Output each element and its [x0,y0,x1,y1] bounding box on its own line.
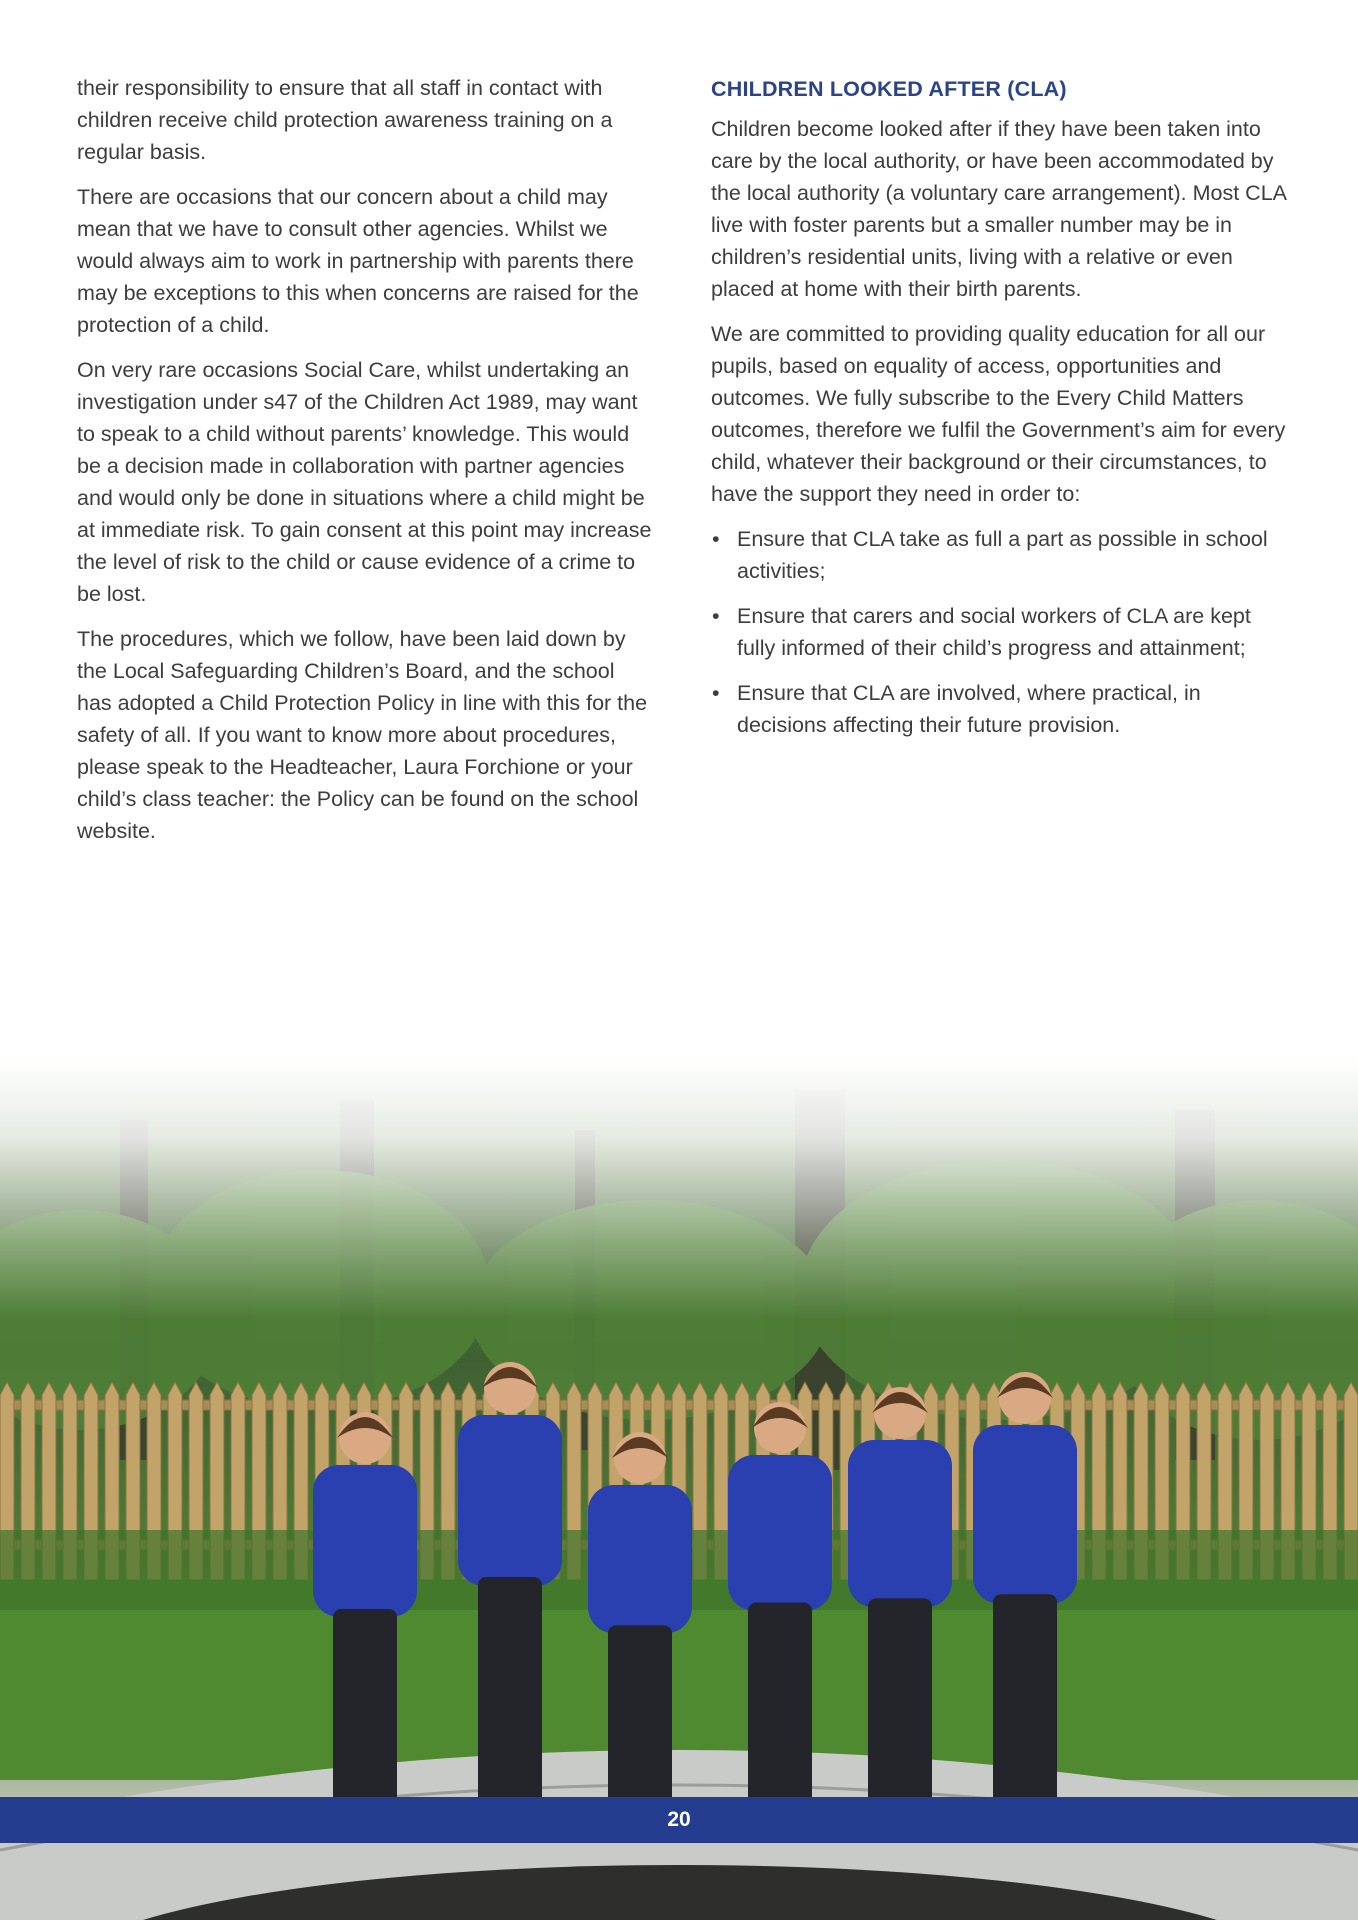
pupils-photo [0,1060,1358,1920]
bullet-list [711,523,1291,741]
paragraph-other-agencies: There are occasions that our concern about a child may mean that we have to consult other agencies. Whilst we would always aim to work in partnership with parents there may be exceptions to this when concerns are raised for the protection of a child. [77,185,639,337]
list-item: • Ensure that CLA take as full a part as possible in school activities; [711,523,1291,587]
paragraph-social-care: On very rare occasions Social Care, whilst undertaking an investigation under s47 of the Children Act 1989, may want to speak to a child without parents’ knowledge. This would be a decision made in collaboration with partner agencies and would only be done in situations where a child might be at immediate risk. To gain consent at this point may increase the level of risk to the child or cause evidence of a crime to be lost. [77,358,652,606]
section-heading-cla: CHILDREN LOOKED AFTER (CLA) [711,77,1067,101]
right-column [711,72,1291,754]
paragraph-staff-training: their responsibility to ensure that all staff in contact with children receive child protection awareness training on a regular basis. [77,76,613,164]
list-item: • Ensure that carers and social workers of CLA are kept fully informed of their child’s progress and attainment; [711,600,1291,664]
paragraph-cla-definition: Children become looked after if they have been taken into care by the local authority, or have been accommodated by the local authority (a voluntary care arrangement). Most CLA live with foster parents but a smaller number may be in children’s residential units, living with a relative or even placed at home with their birth parents. [711,117,1286,301]
page-number: 20 [667,1808,691,1831]
footer-bar [0,1797,1358,1843]
list-item: • Ensure that CLA are involved, where practical, in decisions affecting their future provision. [711,677,1291,741]
paragraph-commitment: We are committed to providing quality education for all our pupils, based on equality of access, opportunities and outcomes. We fully subscribe to the Every Child Matters outcomes, therefore we fulfil the Government’s aim for every child, whatever their background or their circumstances, to have the support they need in order to: [711,322,1286,506]
photo-fade [0,1060,1358,1320]
paragraph-procedures: The procedures, which we follow, have been laid down by the Local Safeguarding Children’s Board, and the school has adopted a Child Protection Policy in line with this for the safety of all. If you want to know more about procedures, please speak to the Headteacher, Laura Forchione or your child’s class teacher: the Policy can be found on the school website. [77,627,648,843]
left-column [77,72,655,860]
